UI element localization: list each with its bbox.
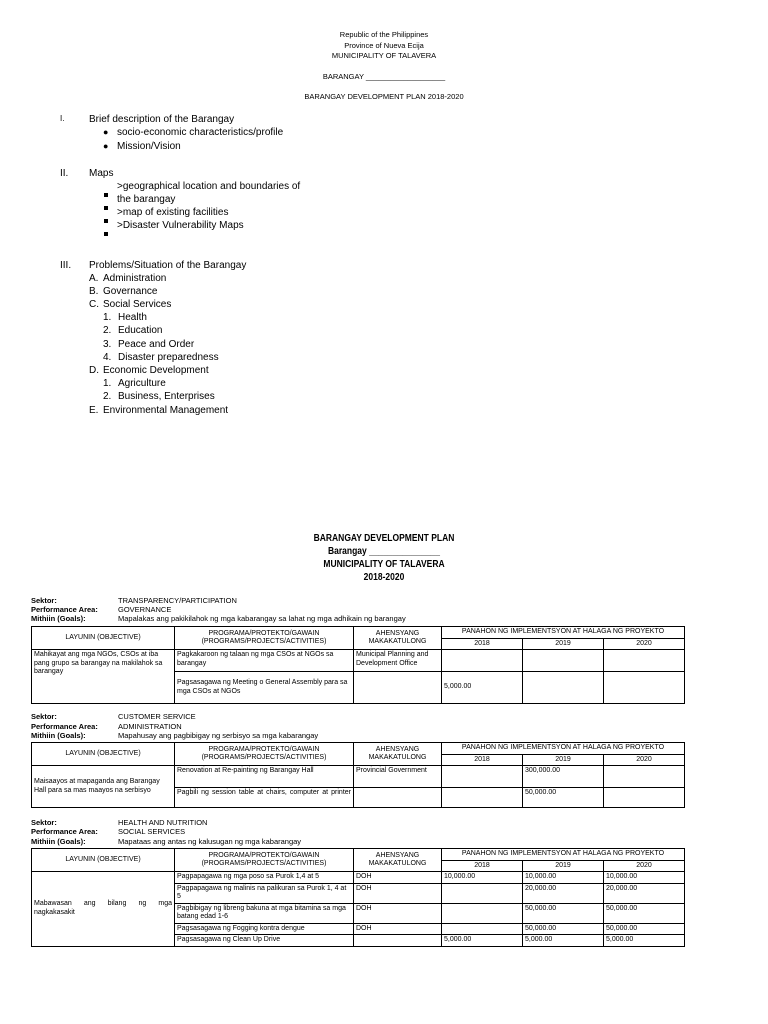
cost-2018-cell: [442, 766, 523, 788]
area-value: GOVERNANCE: [118, 605, 172, 614]
label-sektor: Sektor:: [31, 596, 57, 605]
header-year-2019: 2019: [523, 638, 604, 650]
header-year-2020: 2020: [604, 638, 685, 650]
cost-2020-cell: [604, 766, 685, 788]
outline-title-2: Maps: [89, 168, 114, 179]
area-value: SOCIAL SERVICES: [118, 827, 186, 836]
label-performance-area: Performance Area:: [31, 605, 98, 614]
agency-cell: [354, 788, 442, 808]
outline-sub-governance: Governance: [103, 286, 158, 297]
plan-table-customer-service: [31, 742, 685, 808]
header-programa: PROGRAMA/PROTEKTO/GAWAIN (PROGRAMS/PROJECTS/ACTIVITIES): [175, 743, 354, 766]
outline-letter: E.: [89, 405, 99, 416]
outline-sub-disaster: Disaster preparedness: [118, 352, 219, 363]
cost-2018-cell: [442, 903, 523, 923]
outline-sub-health: Health: [118, 312, 147, 323]
program-cell: Pagkakaroon ng talaan ng mga CSOs at NGOs sa barangay: [175, 650, 354, 672]
cost-2020-cell: 20,000.00: [604, 883, 685, 903]
cost-2018-cell: [442, 788, 523, 808]
header-barangay: BARANGAY ___________________: [322, 72, 446, 81]
objective-cell: Maisaayos at mapaganda ang Barangay Hall para sa mas maayos na serbisyo: [32, 766, 175, 808]
header-layunin: LAYUNIN (OBJECTIVE): [32, 743, 175, 766]
header-programa: PROGRAMA/PROTEKTO/GAWAIN (PROGRAMS/PROJECTS/ACTIVITIES): [175, 849, 354, 872]
header-plan-title: BARANGAY DEVELOPMENT PLAN 2018-2020: [304, 92, 464, 101]
header-year-2018: 2018: [442, 754, 523, 766]
outline-letter: C.: [89, 299, 99, 310]
header-year-2019: 2019: [523, 860, 604, 872]
table-row: [32, 872, 685, 884]
cost-2019-cell: 5,000.00: [523, 935, 604, 947]
cost-2019-cell: [523, 672, 604, 704]
outline-item: the barangay: [117, 194, 176, 205]
header-municipality: MUNICIPALITY OF TALAVERA: [331, 51, 437, 60]
header-panahon: PANAHON NG IMPLEMENTSYON AT HALAGA NG PROYEKTO: [442, 849, 685, 861]
cost-2019-cell: 50,000.00: [523, 903, 604, 923]
program-cell: Pagsasagawa ng Clean Up Drive: [175, 935, 354, 947]
cost-2020-cell: 5,000.00: [604, 935, 685, 947]
header-programa: PROGRAMA/PROTEKTO/GAWAIN (PROGRAMS/PROJECTS/ACTIVITIES): [175, 627, 354, 650]
area-value: ADMINISTRATION: [118, 722, 182, 731]
sektor-value: CUSTOMER SERVICE: [118, 712, 196, 721]
program-cell: Pagpapagawa ng malinis na palikuran sa Purok 1, 4 at 5: [175, 883, 354, 903]
cost-2019-cell: 300,000.00: [523, 766, 604, 788]
outline-number: 2.: [103, 325, 112, 336]
outline-number: 2.: [103, 391, 112, 402]
header-panahon: PANAHON NG IMPLEMENTSYON AT HALAGA NG PROYEKTO: [442, 627, 685, 639]
goals-value: Mapahusay ang pagbibigay ng serbisyo sa mga kabarangay: [118, 731, 319, 740]
cost-2019-cell: 50,000.00: [523, 788, 604, 808]
objective-cell: Mahikayat ang mga NGOs, CSOs at iba pang grupo sa barangay na makilahok sa barangay: [32, 650, 175, 704]
agency-cell: Provincial Government: [354, 766, 442, 788]
outline-number: 4.: [103, 352, 112, 363]
header-panahon: PANAHON NG IMPLEMENTSYON AT HALAGA NG PROYEKTO: [442, 743, 685, 755]
outline-item: >map of existing facilities: [117, 207, 229, 218]
label-performance-area: Performance Area:: [31, 827, 98, 836]
outline-sub-peace-order: Peace and Order: [118, 339, 195, 350]
plan-barangay: Barangay _______________: [327, 546, 441, 557]
outline-num-3: III.: [60, 260, 72, 271]
header-ahensyang: AHENSYANG MAKAKATULONG: [354, 849, 442, 872]
sektor-value: TRANSPARENCY/PARTICIPATION: [118, 596, 237, 605]
outline-item: socio-economic characteristics/profile: [117, 127, 284, 138]
outline-num-2: II.: [60, 168, 69, 179]
outline-sub-economic: Economic Development: [103, 365, 209, 376]
outline-item: Mission/Vision: [117, 141, 181, 152]
outline-item: >geographical location and boundaries of: [117, 181, 301, 192]
agency-cell: [354, 672, 442, 704]
cost-2018-cell: 5,000.00: [442, 672, 523, 704]
cost-2019-cell: 50,000.00: [523, 923, 604, 935]
sektor-value: HEALTH AND NUTRITION: [118, 818, 208, 827]
label-sektor: Sektor:: [31, 712, 57, 721]
outline-title-1: Brief description of the Barangay: [89, 114, 235, 125]
cost-2020-cell: [604, 788, 685, 808]
header-republic: Republic of the Philippines: [339, 30, 429, 39]
outline-sub-business: Business, Enterprises: [118, 391, 215, 402]
table-row: [32, 650, 685, 672]
square-bullet-icon: [104, 223, 108, 241]
plan-table-health: [31, 848, 685, 947]
agency-cell: DOH: [354, 903, 442, 923]
cost-2019-cell: 20,000.00: [523, 883, 604, 903]
outline-sub-administration: Administration: [103, 273, 167, 284]
header-year-2018: 2018: [442, 638, 523, 650]
label-sektor: Sektor:: [31, 818, 57, 827]
agency-cell: DOH: [354, 883, 442, 903]
bullet-icon: ●: [103, 141, 109, 151]
program-cell: Pagsasagawa ng Fogging kontra dengue: [175, 923, 354, 935]
outline-number: 1.: [103, 312, 112, 323]
cost-2020-cell: [604, 650, 685, 672]
plan-years: 2018-2020: [363, 572, 405, 583]
header-year-2020: 2020: [604, 860, 685, 872]
outline-number: 1.: [103, 378, 112, 389]
header-year-2020: 2020: [604, 754, 685, 766]
outline-letter: D.: [89, 365, 99, 376]
program-cell: Pagsasagawa ng Meeting o General Assembly para sa mga CSOs at NGOs: [175, 672, 354, 704]
outline-num-1: I.: [60, 114, 65, 123]
cost-2020-cell: 10,000.00: [604, 872, 685, 884]
label-performance-area: Performance Area:: [31, 722, 98, 731]
outline-letter: A.: [89, 273, 99, 284]
outline-item: >Disaster Vulnerability Maps: [117, 220, 244, 231]
agency-cell: Municipal Planning and Development Office: [354, 650, 442, 672]
cost-2020-cell: [604, 672, 685, 704]
outline-sub-education: Education: [118, 325, 163, 336]
goals-value: Mapataas ang antas ng kalusugan ng mga kabarangay: [118, 837, 302, 846]
header-year-2019: 2019: [523, 754, 604, 766]
header-province: Province of Nueva Ecija: [344, 41, 424, 50]
cost-2018-cell: [442, 923, 523, 935]
header-year-2018: 2018: [442, 860, 523, 872]
cost-2018-cell: [442, 650, 523, 672]
program-cell: Renovation at Re-painting ng Barangay Hall: [175, 766, 354, 788]
header-layunin: LAYUNIN (OBJECTIVE): [32, 627, 175, 650]
cost-2020-cell: 50,000.00: [604, 923, 685, 935]
plan-municipality: MUNICIPALITY OF TALAVERA: [323, 559, 445, 570]
cost-2019-cell: [523, 650, 604, 672]
cost-2018-cell: 5,000.00: [442, 935, 523, 947]
goals-value: Mapalakas ang pakikilahok ng mga kabarangay sa lahat ng mga adhikain ng barangay: [118, 614, 406, 623]
header-layunin: LAYUNIN (OBJECTIVE): [32, 849, 175, 872]
plan-table-transparency: [31, 626, 685, 704]
outline-title-3: Problems/Situation of the Barangay: [89, 260, 247, 271]
outline-number: 3.: [103, 339, 112, 350]
header-ahensyang: AHENSYANG MAKAKATULONG: [354, 743, 442, 766]
plan-title-block: [0, 532, 768, 584]
label-goals: Mithiin (Goals):: [31, 731, 86, 740]
cost-2020-cell: 50,000.00: [604, 903, 685, 923]
program-cell: Pagbibigay ng libreng bakuna at mga bitamina sa mga batang edad 1-6: [175, 903, 354, 923]
label-goals: Mithiin (Goals):: [31, 614, 86, 623]
table-row: [32, 766, 685, 788]
program-cell: Pagpapagawa ng mga poso sa Purok 1,4 at 5: [175, 872, 354, 884]
objective-cell: Mabawasan ang bilang ng mga nagkakasakit: [32, 872, 175, 947]
outline-sub-social-services: Social Services: [103, 299, 172, 310]
agency-cell: [354, 935, 442, 947]
cost-2019-cell: 10,000.00: [523, 872, 604, 884]
program-cell: Pagbili ng session table at chairs, computer at printer: [175, 788, 354, 808]
outline-sub-agriculture: Agriculture: [118, 378, 166, 389]
agency-cell: DOH: [354, 872, 442, 884]
outline-letter: B.: [89, 286, 99, 297]
cost-2018-cell: 10,000.00: [442, 872, 523, 884]
header-ahensyang: AHENSYANG MAKAKATULONG: [354, 627, 442, 650]
cost-2018-cell: [442, 883, 523, 903]
plan-title: BARANGAY DEVELOPMENT PLAN: [313, 533, 455, 544]
bullet-icon: ●: [103, 127, 109, 137]
label-goals: Mithiin (Goals):: [31, 837, 86, 846]
agency-cell: DOH: [354, 923, 442, 935]
outline-sub-environment: Environmental Management: [103, 405, 229, 416]
